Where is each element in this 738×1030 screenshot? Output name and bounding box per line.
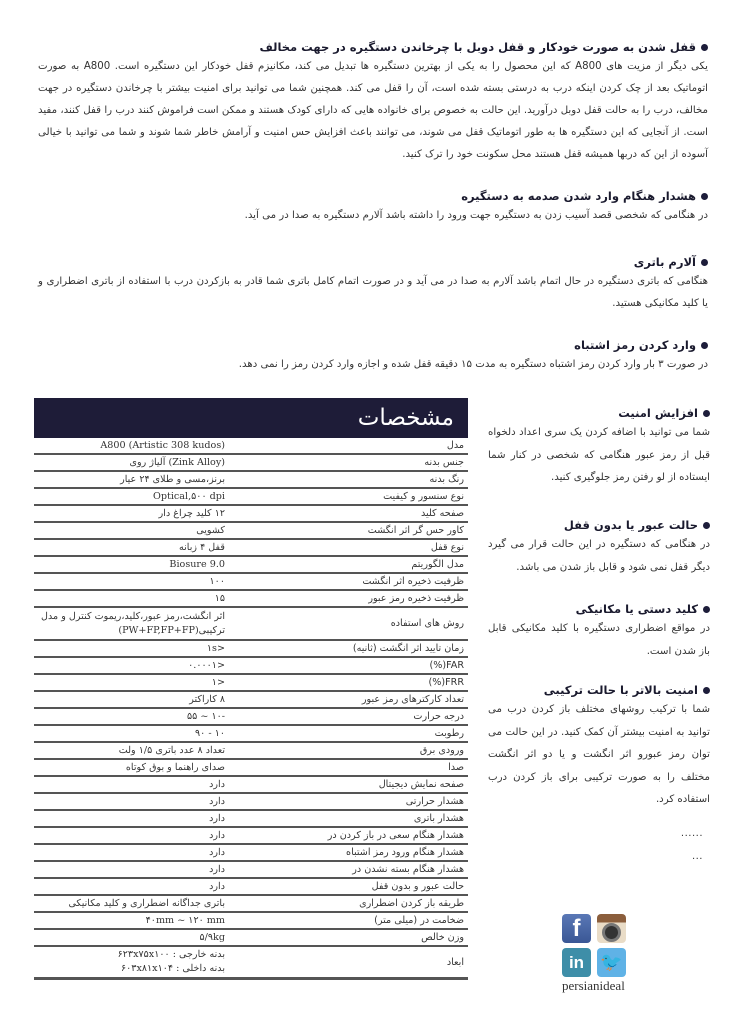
facebook-icon[interactable]: f <box>562 914 591 943</box>
spec-value: قفل ۴ زبانه <box>178 541 225 553</box>
spec-value: A800 (Artistic 308 kudos) <box>100 439 225 451</box>
spec-row <box>34 896 468 913</box>
spec-key: رنگ بدنه <box>429 474 464 485</box>
spec-row <box>34 523 468 540</box>
feature-body: شما می توانید با اضافه کردن یک سری اعداد دلخواه قبل از رمز عبور هنگامی که شخصی در کنار شما ایستاده از لو رفتن رمز جلوگیری کنید. <box>488 427 710 483</box>
bullet-icon <box>703 410 710 417</box>
spec-value: ۱۵ <box>214 592 225 604</box>
social-links <box>562 914 628 994</box>
spec-key: حالت عبور و بدون قفل <box>371 881 464 892</box>
spec-value: ۱۰ - ۹۰ <box>195 727 225 739</box>
spec-row <box>34 930 468 947</box>
spec-row <box>34 913 468 930</box>
spec-key: مدل الگوریتم <box>411 559 464 570</box>
feature-body: هنگامی که باتری دستگیره در حال اتمام باشد آلارم به صدا در می آید و در صورت اتمام کامل باتری شما قادر به بازکردن درب با استفاده از باتری اضطراری و یا کلید مکانیکی هستید. <box>38 276 708 309</box>
spec-value: دارد <box>209 863 225 875</box>
feature-body: در صورت ۳ بار وارد کردن رمز اشتباه دستگیره به مدت ۱۵ دقیقه قفل شده و اجازه وارد کردن رمز را نمی دهد. <box>238 359 708 370</box>
spec-key: هشدار هنگام بسته نشدن در <box>352 864 464 875</box>
spec-key: روش های استفاده <box>390 618 464 629</box>
spec-value: ۴۰mm ~ ۱۲۰ mm <box>145 914 225 926</box>
spec-key: جنس بدنه <box>424 457 464 468</box>
spec-row <box>34 608 468 641</box>
spec-row <box>34 879 468 896</box>
bullet-icon <box>703 606 710 613</box>
feature-body: در مواقع اضطراری دستگیره با کلید مکانیکی قابل باز شدن است. <box>488 623 710 657</box>
ellipsis-short: ... <box>691 851 703 862</box>
spec-row <box>34 641 468 658</box>
spec-row <box>34 760 468 777</box>
feature-wrong-password <box>38 336 708 376</box>
feature-increase-security <box>488 404 710 490</box>
spec-row <box>34 489 468 506</box>
feature-auto-lock <box>38 38 708 166</box>
spec-value: دارد <box>209 812 225 824</box>
spec-row <box>34 828 468 845</box>
feature-title: افزایش امنیت <box>618 406 698 420</box>
feature-combined-mode <box>488 681 710 812</box>
spec-table <box>34 398 468 980</box>
feature-title: کلید دستی یا مکانیکی <box>575 602 698 616</box>
spec-value: برنز،مسی و طلای ۲۴ عیار <box>120 473 225 485</box>
spec-key: FAR(%) <box>429 660 464 671</box>
spec-value: <۰.۰۰۰۱ <box>188 659 225 671</box>
spec-row <box>34 675 468 692</box>
spec-row <box>34 777 468 794</box>
spec-row <box>34 947 468 980</box>
spec-key: مدل <box>446 440 464 451</box>
spec-key: ظرفیت ذخیره رمز عبور <box>368 593 464 604</box>
spec-key: هشدار باتری <box>413 813 464 824</box>
feature-tamper-alarm <box>38 187 708 227</box>
spec-key: طریقه باز کردن اضطراری <box>359 898 464 909</box>
spec-value: صدای راهنما و بوق کوتاه <box>125 761 225 773</box>
spec-key: درجه حرارت <box>413 711 464 722</box>
spec-key: نوع سنسور و کیفیت <box>383 491 464 502</box>
feature-body: در هنگامی که دستگیره در این حالت قرار می گیرد دیگر قفل نمی شود و قابل باز شدن می باشد. <box>488 539 710 573</box>
spec-value: -۱۰ ~ ۵۵ <box>186 710 225 722</box>
spec-value: دارد <box>209 829 225 841</box>
spec-row <box>34 557 468 574</box>
bullet-icon <box>701 342 708 349</box>
feature-title: حالت عبور یا بدون قفل <box>563 518 698 532</box>
spec-key: رطوبت <box>434 728 464 739</box>
feature-passage-mode <box>488 516 710 579</box>
spec-key: ظرفیت ذخیره اثر انگشت <box>362 576 464 587</box>
spec-key: نوع قفل <box>430 542 464 553</box>
spec-title: مشخصات <box>357 405 454 431</box>
feature-title: قفل شدن به صورت خودکار و قفل دوبل با چرخاندن دستگیره در جهت مخالف <box>259 40 696 54</box>
bullet-icon <box>701 44 708 51</box>
feature-title: امنیت بالاتر با حالت ترکیبی <box>543 683 698 697</box>
spec-row <box>34 811 468 828</box>
spec-value: دارد <box>209 778 225 790</box>
spec-key: ورودی برق <box>419 745 464 756</box>
bullet-icon <box>701 193 708 200</box>
feature-mechanical-key <box>488 600 710 663</box>
spec-value: ۵/۹kg <box>199 931 225 943</box>
spec-key: وزن خالص <box>421 932 464 943</box>
spec-row <box>34 455 468 472</box>
spec-row <box>34 726 468 743</box>
spec-value: (Zink Alloy) آلیاژ روی <box>129 456 225 468</box>
spec-key: صدا <box>448 762 464 773</box>
spec-value: دارد <box>209 846 225 858</box>
spec-value: <۱s <box>206 642 225 654</box>
spec-row <box>34 574 468 591</box>
spec-header <box>34 398 468 438</box>
spec-value: دارد <box>209 880 225 892</box>
brand-name: persianideal <box>562 978 625 993</box>
spec-row <box>34 591 468 608</box>
spec-value: اثر انگشت،رمز عبور،کلید،ریموت کنترل و مدل ترکیبی(PW+FP,FP+FP) <box>41 610 225 636</box>
feature-title: وارد کردن رمز اشتباه <box>574 338 696 352</box>
spec-key: تعداد کارکترهای رمز عبور <box>361 694 464 705</box>
spec-key: کاور حس گر اثر انگشت <box>367 525 464 536</box>
spec-key: صفحه نمایش دیجیتال <box>378 779 464 790</box>
spec-key: هشدار حرارتی <box>405 796 464 807</box>
spec-row <box>34 845 468 862</box>
spec-key: زمان تایید اثر انگشت (ثانیه) <box>352 643 464 654</box>
spec-value: ۸ کاراکتر <box>189 693 225 705</box>
spec-row <box>34 862 468 879</box>
spec-value: بدنه خارجی : ۶۲۳x۷۵x۱۰۰ بدنه داخلی : ۶۰۳x۸۱x۱۰۴ <box>117 949 225 974</box>
feature-body: یکی دیگر از مزیت های A800 که این محصول را به یکی از بهترین دستگیره ها تبدیل می کند، مکانیزم قفل خودکار این دستگیره است. A800 به صورت اتوماتیک بعد از چک کردن اینکه درب به درستی بسته شده است، آن را قفل می کند. همچنین شما می توانید برای امنیت بیشتر با چرخاندن دستگیره در جهت مخالف، درب را به حالت قفل دوبل درآورید. این حالت به خصوص برای خانواده هایی که دارای کودک هستند و ممکن است فراموش کنند درب را قفل کنند، مفید است. از آنجایی که این دستگیره ها به طور اتوماتیک قفل می شوند، می توانند باعث افزایش حس امنیت و آرامش خاطر شما شوند و شما می توانید با خیالی آسوده از این که دربها همیشه قفل هستند محل سکونت خود را ترک کنید. <box>38 61 708 160</box>
spec-value: دارد <box>209 795 225 807</box>
spec-rows <box>34 438 468 980</box>
spec-value: <۱ <box>211 676 225 688</box>
spec-value: کشویی <box>196 524 225 536</box>
spec-key: هشدار هنگام سعی در باز کردن در <box>327 830 464 841</box>
feature-title: آلارم باتری <box>633 255 696 269</box>
twitter-icon[interactable]: 🐦 <box>597 948 626 977</box>
feature-body: در هنگامی که شخصی قصد آسیب زدن به دستگیره جهت ورود را داشته باشد آلارم دستگیره به صدا در می آید. <box>244 210 708 221</box>
spec-row <box>34 540 468 557</box>
feature-body: شما با ترکیب روشهای مختلف باز کردن درب می توانید به امنیت بیشتر آن کمک کنید. در این حالت می توان رمز عبورو اثر انگشت و یا دو اثر انگشت مختلف را به صورت ترکیبی برای باز کردن درب استفاده کرد. <box>488 704 710 805</box>
spec-key: FRR(%) <box>428 677 464 688</box>
spec-row <box>34 472 468 489</box>
spec-row <box>34 709 468 726</box>
feature-battery-alarm <box>38 253 708 315</box>
spec-key: ضخامت در (میلی متر) <box>374 915 464 926</box>
spec-value: تعداد ۸ عدد باتری ۱/۵ ولت <box>118 744 225 756</box>
spec-row <box>34 794 468 811</box>
spec-key: ابعاد <box>446 956 464 968</box>
spec-row <box>34 692 468 709</box>
bullet-icon <box>703 687 710 694</box>
spec-value: Biosure 9.0 <box>169 558 225 570</box>
spec-row <box>34 506 468 523</box>
ellipsis-long: ...... <box>680 828 703 839</box>
spec-key: هشدار هنگام ورود رمز اشتباه <box>346 847 464 858</box>
instagram-icon[interactable] <box>597 914 626 943</box>
spec-value: ۱۰۰ <box>209 575 225 587</box>
bullet-icon <box>701 259 708 266</box>
feature-title: هشدار هنگام وارد شدن صدمه به دستگیره <box>461 189 696 203</box>
linkedin-icon[interactable]: in <box>562 948 591 977</box>
spec-value: Optical,۵۰۰ dpi <box>153 490 225 502</box>
spec-row <box>34 438 468 455</box>
bullet-icon <box>703 522 710 529</box>
spec-key: صفحه کلید <box>420 508 464 519</box>
spec-value: ۱۲ کلید چراغ دار <box>158 507 225 519</box>
spec-row <box>34 658 468 675</box>
spec-value: باتری جداگانه اضطراری و کلید مکانیکی <box>68 897 225 909</box>
spec-row <box>34 743 468 760</box>
